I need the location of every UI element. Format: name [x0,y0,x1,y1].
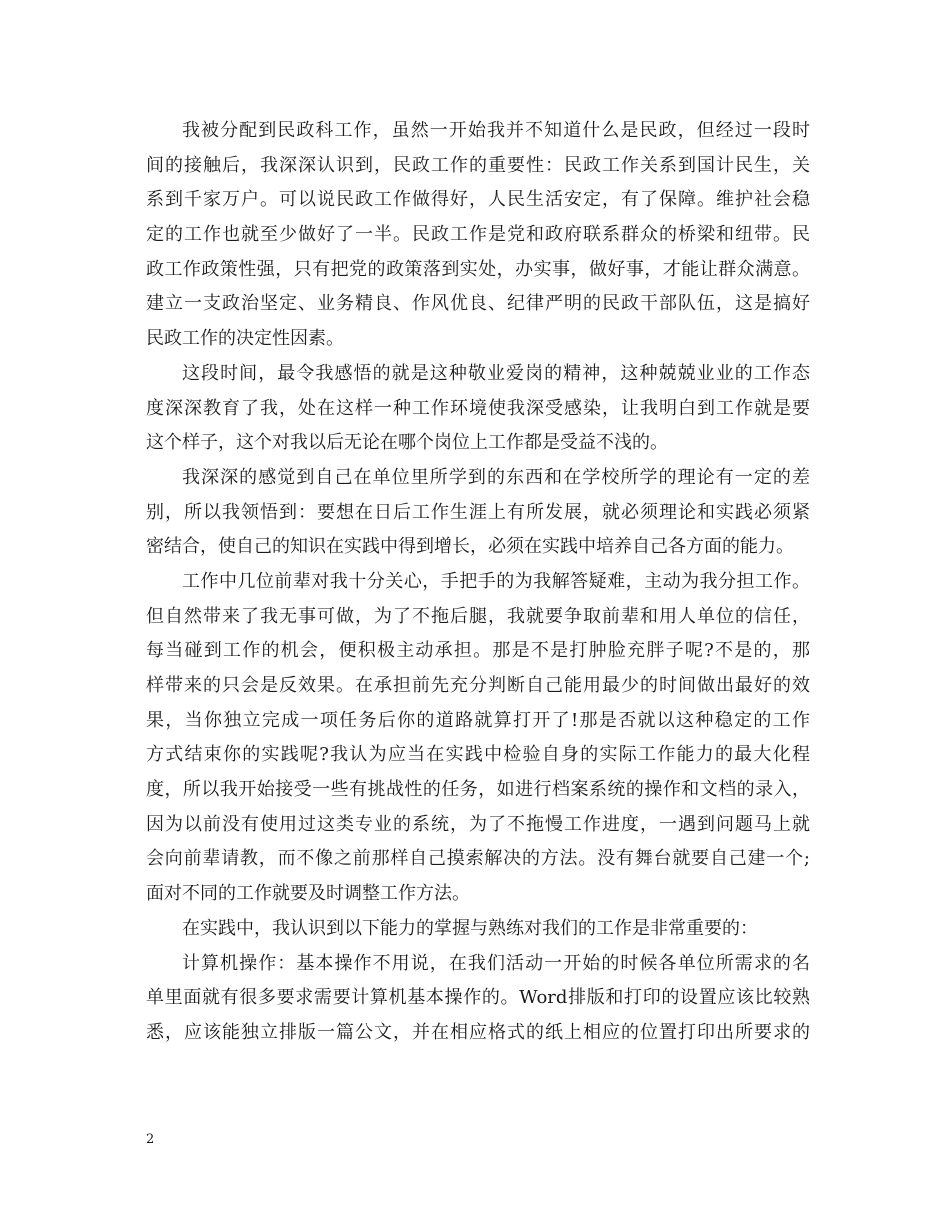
paragraph-line: 因为以前没有使用过这类专业的系统，为了不拖慢工作进度，一遇到问题马上就 [146,813,810,835]
paragraph-line: 这个样子，这个对我以后无论在哪个岗位上工作都是受益不浅的。 [146,432,668,454]
paragraph-line: 密结合，使自己的知识在实践中得到增长，必须在实践中培养自己各方面的能力。 [146,536,794,558]
paragraph-line: 每当碰到工作的机会，便积极主动承担。那是不是打肿脸充胖子呢?不是的，那 [146,640,810,662]
paragraph-line: 别，所以我领悟到：要想在日后工作生涯上有所发展，就必须理论和实践必须紧 [146,501,810,523]
paragraph-line: 度，所以我开始接受一些有挑战性的任务，如进行档案系统的操作和文档的录入， [146,779,810,801]
paragraph-line: 系到千家万户。可以说民政工作做得好，人民生活安定，有了保障。维护社会稳 [146,189,810,211]
paragraph-line: 间的接触后，我深深认识到，民政工作的重要性：民政工作关系到国计民生，关 [146,154,810,176]
paragraph-line: 政工作政策性强，只有把党的政策落到实处，办实事，做好事，才能让群众满意。 [146,258,810,280]
paragraph [146,357,810,461]
paragraph-line: 我深深的感觉到自己在单位里所学到的东西和在学校所学的理论有一定的差 [182,466,810,488]
paragraph [146,912,810,947]
paragraph-line: 这段时间，最令我感悟的就是这种敬业爱岗的精神，这种兢兢业业的工作态 [182,362,810,384]
paragraph-line: 度深深教育了我，处在这样一种工作环境使我深受感染，让我明白到工作就是要 [146,397,810,419]
body-text [146,114,810,1051]
paragraph-line: 我被分配到民政科工作，虽然一开始我并不知道什么是民政，但经过一段时 [182,120,810,141]
paragraph [146,947,810,1051]
paragraph [146,565,810,912]
paragraph-line: 样带来的只会是反效果。在承担前先充分判断自己能用最少的时间做出最好的效 [146,675,810,696]
paragraph-line: 建立一支政治坚定、业务精良、作风优良、纪律严明的民政干部队伍，这是搞好 [146,293,810,315]
paragraph-line: 定的工作也就至少做好了一半。民政工作是党和政府联系群众的桥梁和纽带。民 [146,224,810,246]
paragraph-line: 方式结束你的实践呢?我认为应当在实践中检验自身的实际工作能力的最大化程 [146,744,810,766]
paragraph-line: 在实践中，我认识到以下能力的掌握与熟练对我们的工作是非常重要的： [182,917,758,939]
paragraph-line: 但自然带来了我无事可做，为了不拖后腿，我就要争取前辈和用人单位的信任， [146,605,810,627]
paragraph-line: 单里面就有很多要求需要计算机基本操作的。Word排版和打印的设置应该比较熟 [146,987,810,1009]
paragraph-line: 果，当你独立完成一项任务后你的道路就算打开了!那是否就以这种稳定的工作 [146,709,810,731]
paragraph [146,114,810,357]
paragraph-line: 计算机操作：基本操作不用说，在我们活动一开始的时候各单位所需求的名 [182,952,810,974]
paragraph-line: 工作中几位前辈对我十分关心，手把手的为我解答疑难，主动为我分担工作。 [182,570,810,592]
page-number: 2 [146,1132,155,1147]
paragraph [146,461,810,565]
paragraph-line: 悉，应该能独立排版一篇公文，并在相应格式的纸上相应的位置打印出所要求的 [146,1021,810,1043]
paragraph-line: 民政工作的决定性因素。 [146,328,344,350]
paragraph-line: 会向前辈请教，而不像之前那样自己摸索解决的方法。没有舞台就要自己建一个; [146,848,810,870]
paragraph-line: 面对不同的工作就要及时调整工作方法。 [146,883,470,905]
